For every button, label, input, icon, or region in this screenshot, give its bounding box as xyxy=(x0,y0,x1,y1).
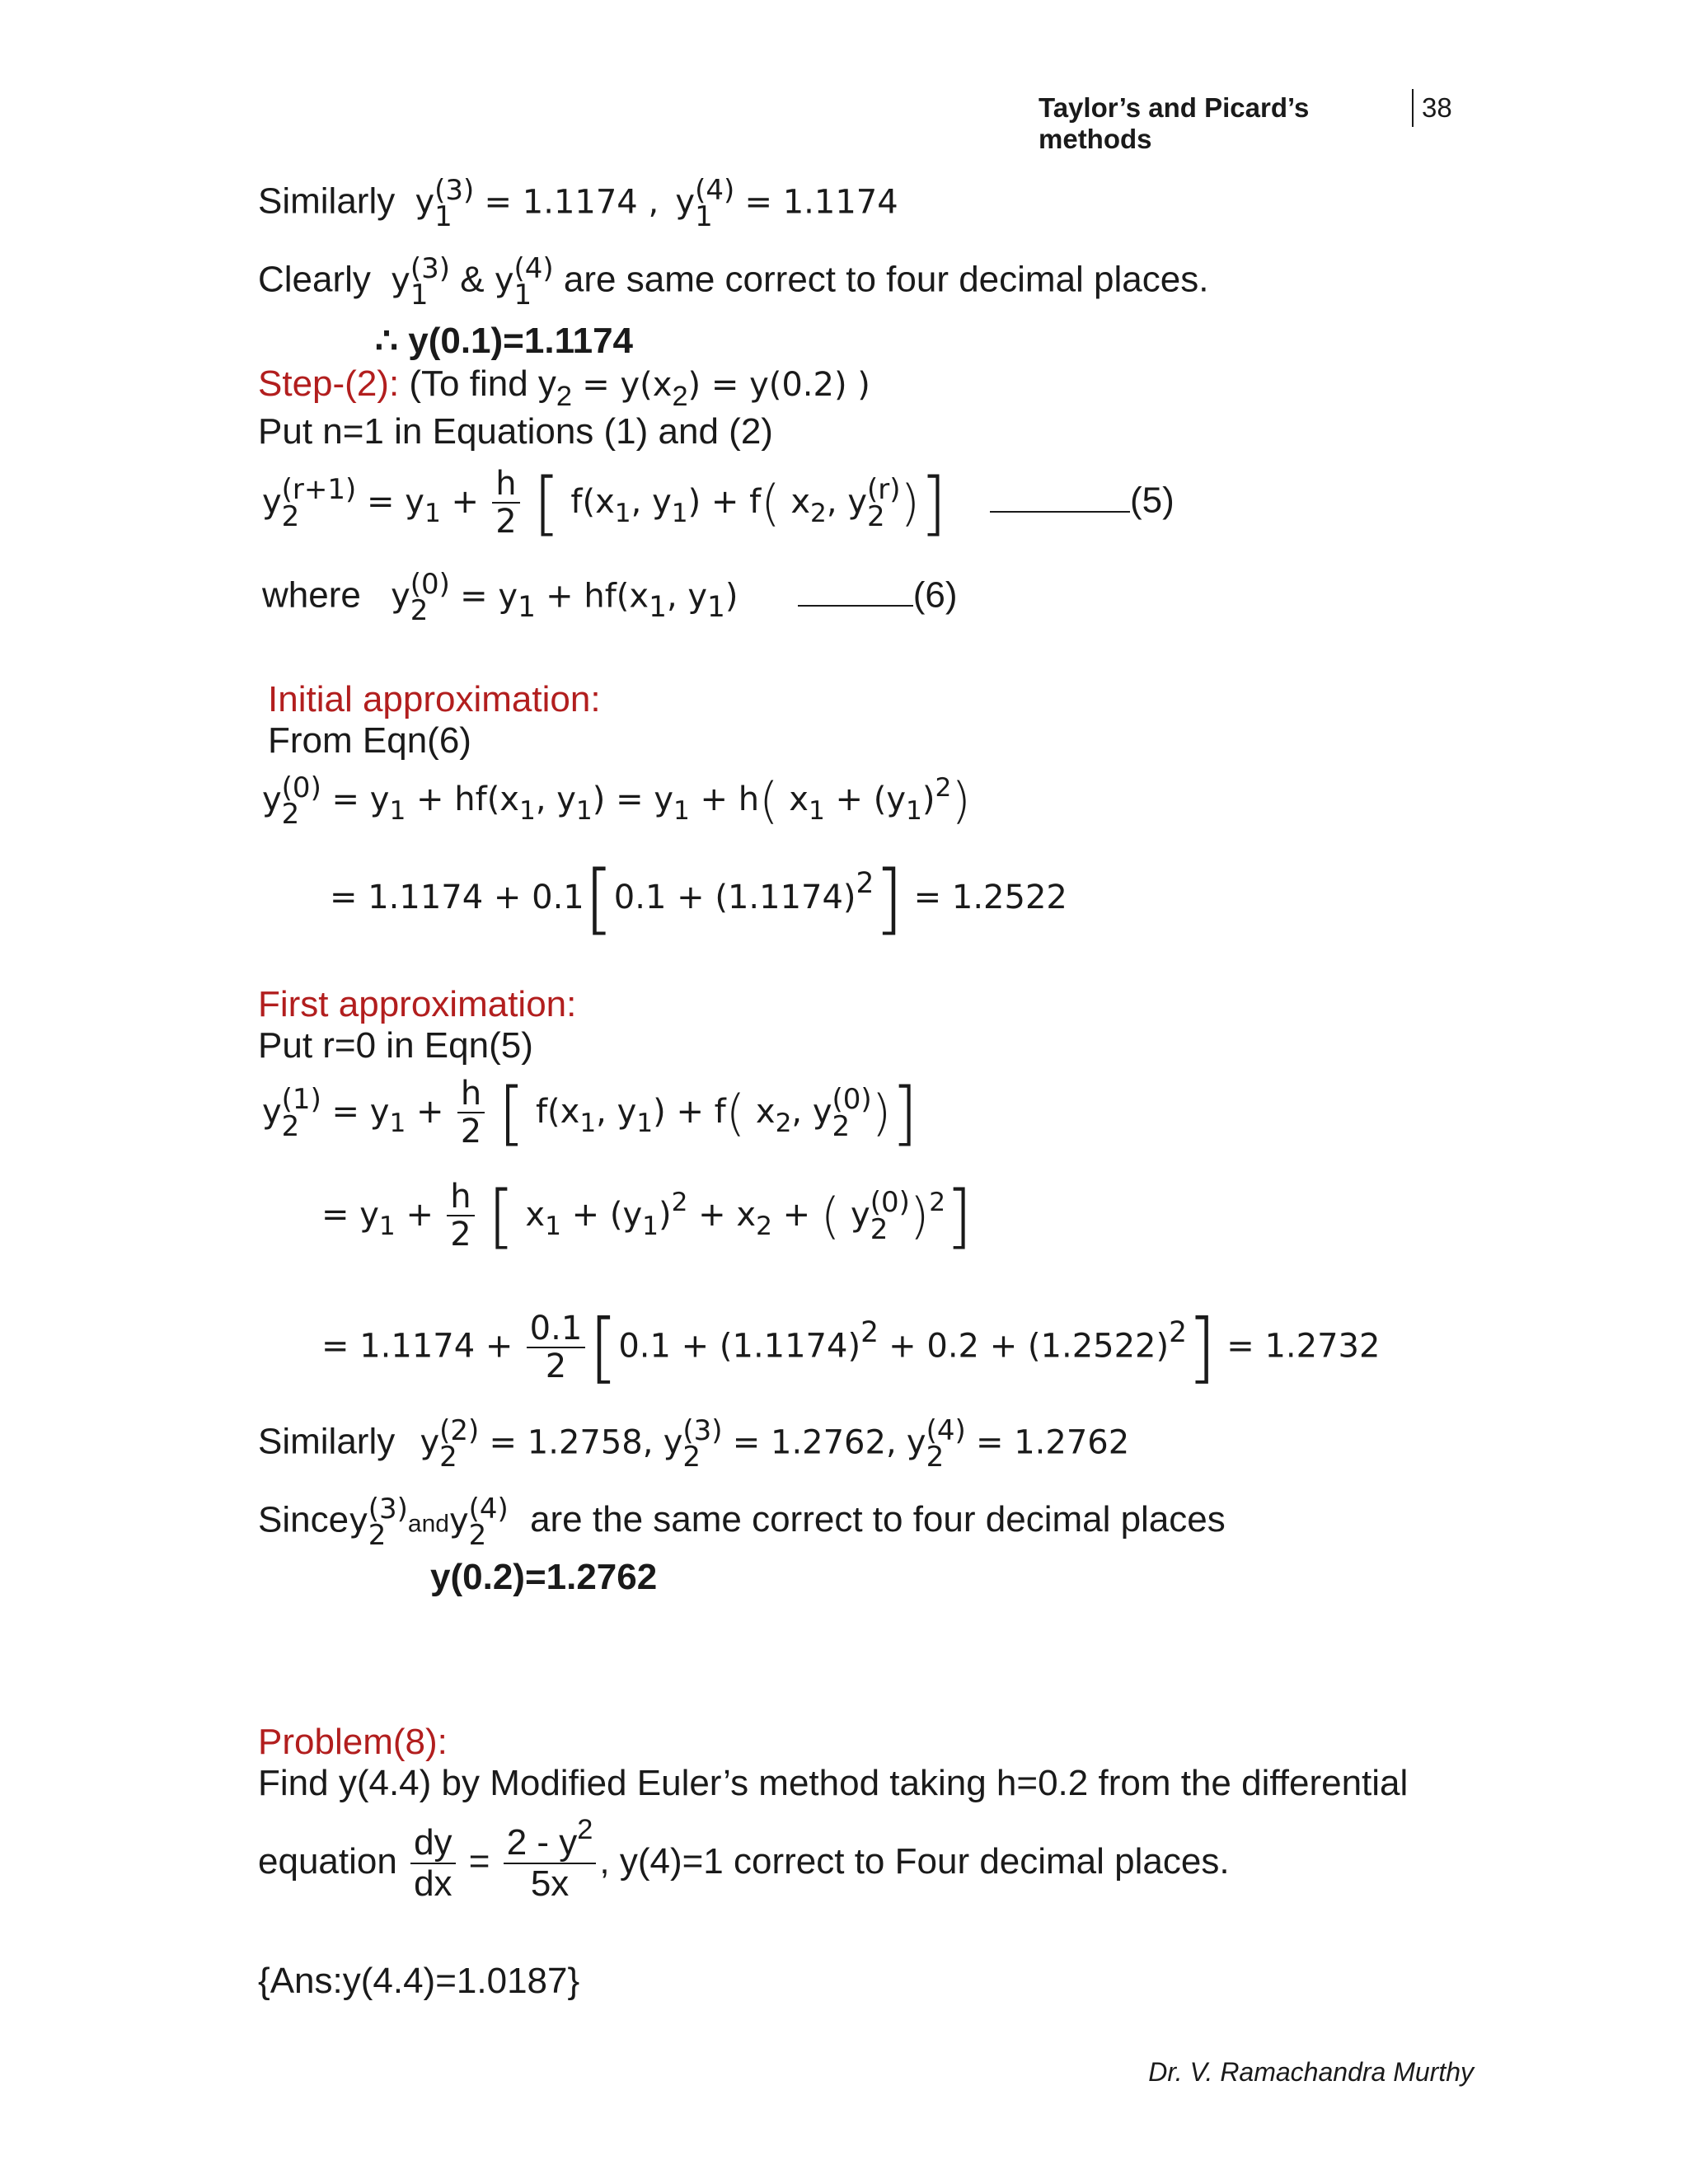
clearly-label: Clearly xyxy=(258,259,371,300)
therefore-symbol: ∴ xyxy=(375,321,398,361)
first-calc-end: = 1.2732 xyxy=(1226,1327,1381,1366)
header-divider xyxy=(1412,89,1414,127)
h-over-2: $\frac{h}{2}$ xyxy=(447,1179,474,1253)
initial-approximation-heading: Initial approximation: xyxy=(268,679,601,719)
similarly-label: Similarly xyxy=(258,180,396,222)
rhs-denominator: 5x xyxy=(530,1863,570,1905)
first-approx-equation: y (1) 2 = $y_1$ + $\frac{h}{2}$ [ $f(x_1$, $y_1) + f$( $x_2$, y (0) 2 )] xyxy=(262,1072,918,1154)
dy-dx-fraction xyxy=(410,1823,455,1905)
problem-8-equation: equation $\frac{dy}{dx}$ = $\frac{2 - y^2}{5x}$ , y(4)=1 correct to Four decimal places. xyxy=(258,1814,1230,1905)
equation-label: equation xyxy=(258,1841,397,1882)
from-eqn6: From Eqn(6) xyxy=(268,720,471,761)
step2-rest: = y(x xyxy=(582,366,673,404)
equation-5: y (r+1) 2 = $y_1$ + $\frac{h}{2}$ [ $f(x_1$, $y_1) + f$( $x_2$, y (r) 2 )] (5) xyxy=(262,462,1175,544)
put-r-line: Put r=0 in Eqn(5) xyxy=(258,1025,533,1066)
page-header xyxy=(1039,92,1484,154)
eq6-label: (6) xyxy=(912,574,958,616)
page-number: 38 xyxy=(1422,92,1452,123)
first-calc-fraction xyxy=(527,1310,586,1385)
dy-text: dy xyxy=(410,1823,455,1864)
eq6-rhs: = y xyxy=(460,577,518,616)
result-y01-text: y(0.1)=1.1174 xyxy=(408,321,634,361)
eq6-blank xyxy=(798,605,913,607)
y1-3-value: = 1.1174 , xyxy=(484,183,659,222)
eq6-rhs3: , y xyxy=(666,577,708,616)
result-y01 xyxy=(375,321,633,361)
similarly-y2-line: Similarly y (2) 2 = 1.2758, y (3) 2 = 1.2762, y (4) 2 = 1.2762 xyxy=(258,1414,1130,1474)
first-calc-start: = 1.1174 + xyxy=(321,1327,513,1366)
eq6-close: ) xyxy=(724,577,738,616)
first-calc-inner: 0.1 + (1.1174) xyxy=(618,1327,861,1366)
equation-rest: , y(4)=1 correct to Four decimal places. xyxy=(599,1841,1230,1882)
similarly-label: Similarly xyxy=(258,1421,396,1462)
eq6-rhs2: + hf(x xyxy=(546,577,649,616)
step2-rest2: ) = y(0.2) ) xyxy=(687,366,870,404)
dx-text: dx xyxy=(414,1863,452,1905)
initial-approx-equation: y (0) 2 = $y_1 + hf(x_1$, $y_1) = y_1 + h$( $x_1 + (y_1)^2$) xyxy=(262,771,971,832)
fraction-denominator: 2 xyxy=(545,1347,567,1385)
y2-3-value: = 1.2762, xyxy=(732,1423,897,1462)
problem-8-text: Find y(4.4) by Modified Euler’s method taking h=0.2 from the differential xyxy=(258,1763,1409,1803)
and-small: and xyxy=(407,1510,449,1538)
problem-8-heading: Problem(8): xyxy=(258,1722,448,1762)
put-n-line: Put n=1 in Equations (1) and (2) xyxy=(258,411,773,452)
initial-approx-calc: = $1.1174 + 0.1[0.1 + (1.1174)^2] = 1.2522$ xyxy=(330,854,1067,943)
result-y02: y(0.2)=1.2762 xyxy=(430,1557,658,1597)
clearly-rest: are same correct to four decimal places. xyxy=(563,259,1209,300)
y1-4-value: = 1.1174 xyxy=(744,183,898,222)
step2-line: Step-(2): (To find $y_2 = y(x_2) = y(0.2)$ ) xyxy=(258,363,870,412)
eq5-blank xyxy=(990,511,1130,513)
where-label: where xyxy=(262,574,361,616)
y2-4-value: = 1.2762 xyxy=(975,1423,1130,1462)
clearly-line: Clearly y (3) 1 & y (4) 1 are same correct to four decimal places. xyxy=(258,252,1209,312)
rhs-numerator: 2 - y xyxy=(506,1822,578,1863)
h-over-2: $\frac{h}{2}$ xyxy=(457,1076,485,1150)
author-footer: Dr. V. Ramachandra Murthy xyxy=(1148,2057,1474,2087)
since-label: Since xyxy=(258,1499,349,1540)
step2-text: (To find y xyxy=(409,363,556,404)
first-approximation-heading: First approximation: xyxy=(258,984,577,1024)
since-line: Sincey (3) 2 andy (4) 2 are the same correct to four decimal places xyxy=(258,1493,1226,1553)
rhs-fraction: $\frac{2 - y^2}{5x}$ xyxy=(504,1823,597,1905)
init-calc-inner: 0.1 + (1.1174) xyxy=(613,878,856,916)
equation-6: where y (0) 2 = $y_1 + hf(x_1$, $y_1$) (6) xyxy=(262,568,958,628)
since-rest: are the same correct to four decimal places xyxy=(530,1499,1226,1540)
first-approx-expand: = $y_1$ + $\frac{h}{2}$ [ $x_1 + (y_1)^2 + x_2$ + ( y (0) 2 )$^2$] xyxy=(321,1175,973,1257)
init-calc-end: = 1.2522 xyxy=(913,878,1067,916)
answer-line: {Ans:y(4.4)=1.0187} xyxy=(258,1961,580,2001)
first-approx-calc: = 1.1174 + $\frac{0.1}{2}$ $[0.1 + (1.1174)^2 + 0.2 + (1.2522)^2] = 1.2732$ xyxy=(321,1302,1381,1392)
header-title: Taylor’s and Picard’s methods xyxy=(1039,92,1310,154)
similarly-y1-line: Similarly y (3) 1 = 1.1174 , y (4) 1 = 1.1174 xyxy=(258,174,898,234)
first-calc-inner2: + 0.2 + (1.2522) xyxy=(889,1327,1170,1366)
init-calc-start: = 1.1174 + 0.1 xyxy=(330,878,584,916)
ampersand: & xyxy=(460,259,485,300)
y2-2-value: = 1.2758, xyxy=(489,1423,654,1462)
eq5-label: (5) xyxy=(1129,480,1175,521)
step2-label: Step-(2): xyxy=(258,363,400,404)
fraction-numerator: 0.1 xyxy=(527,1310,586,1348)
h-over-2: $\frac{h}{2}$ xyxy=(492,466,519,540)
